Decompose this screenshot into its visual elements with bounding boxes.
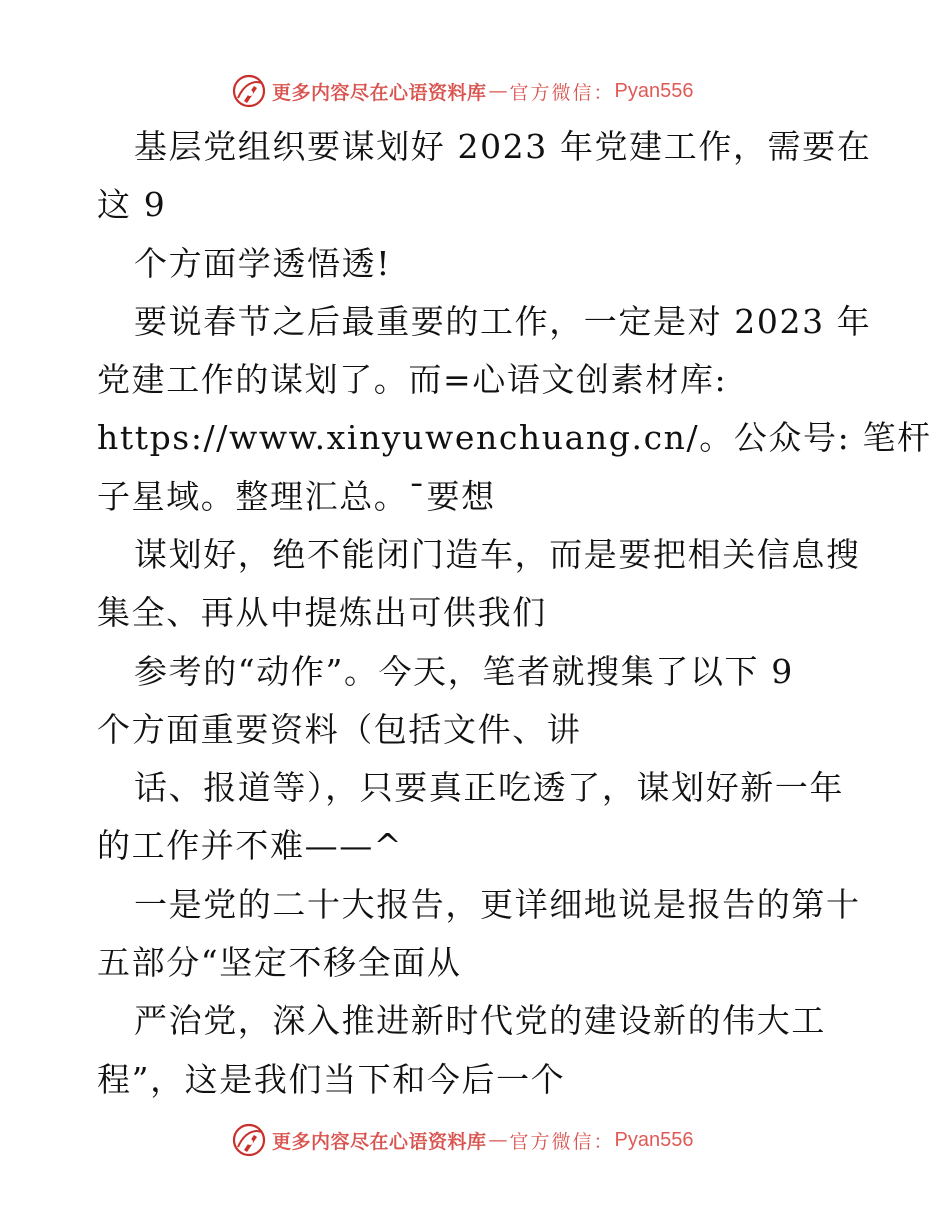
banner-wechat-id: Pyan556 (614, 1128, 694, 1151)
text-line: 个方面学透悟透! (134, 244, 392, 283)
text-line: 的工作并不难——^ (97, 826, 404, 865)
banner-dash: — (488, 80, 508, 102)
banner-official-label: 官方微信： (509, 81, 615, 104)
pen-logo-icon (232, 1123, 266, 1157)
banner-brand-text: 更多内容尽在心语资料库 (272, 81, 487, 104)
text-line: 一是党的二十大报告，更详细地说是报告的第十 (134, 885, 861, 924)
text-line: 话、报道等），只要真正吃透了，谋划好新一年 (134, 768, 845, 807)
text-line: 子星域。整理汇总。¯要想 (97, 477, 496, 516)
text-line: https://www.xinyuwenchuang.cn/。公众号: 笔杆 (97, 418, 932, 457)
text-line: 程”，这是我们当下和今后一个 (97, 1060, 566, 1099)
text-line: 要说春节之后最重要的工作，一定是对 2023 年 (134, 302, 872, 341)
text-line: 参考的“动作”。今天，笔者就搜集了以下 9 (134, 652, 794, 691)
text-line: 五部分“坚定不移全面从 (97, 943, 462, 982)
text-line: 党建工作的谋划了。而=心语文创素材库: (97, 360, 728, 399)
banner-wechat-id: Pyan556 (614, 79, 694, 102)
text-line: 个方面重要资料（包括文件、讲 (97, 710, 582, 749)
text-line: 这 9 (97, 185, 167, 224)
text-line: 集全、再从中提炼出可供我们 (97, 593, 547, 632)
text-line: 谋划好，绝不能闭门造车，而是要把相关信息搜 (134, 535, 861, 574)
banner-brand-text: 更多内容尽在心语资料库 (272, 1130, 487, 1153)
footer-watermark-banner (232, 1120, 694, 1160)
text-line: 基层党组织要谋划好 2023 年党建工作，需要在 (134, 127, 872, 166)
banner-dash: — (488, 1129, 508, 1151)
banner-official-label: 官方微信： (509, 1130, 615, 1153)
text-line: 严治党，深入推进新时代党的建设新的伟大工 (134, 1001, 826, 1040)
